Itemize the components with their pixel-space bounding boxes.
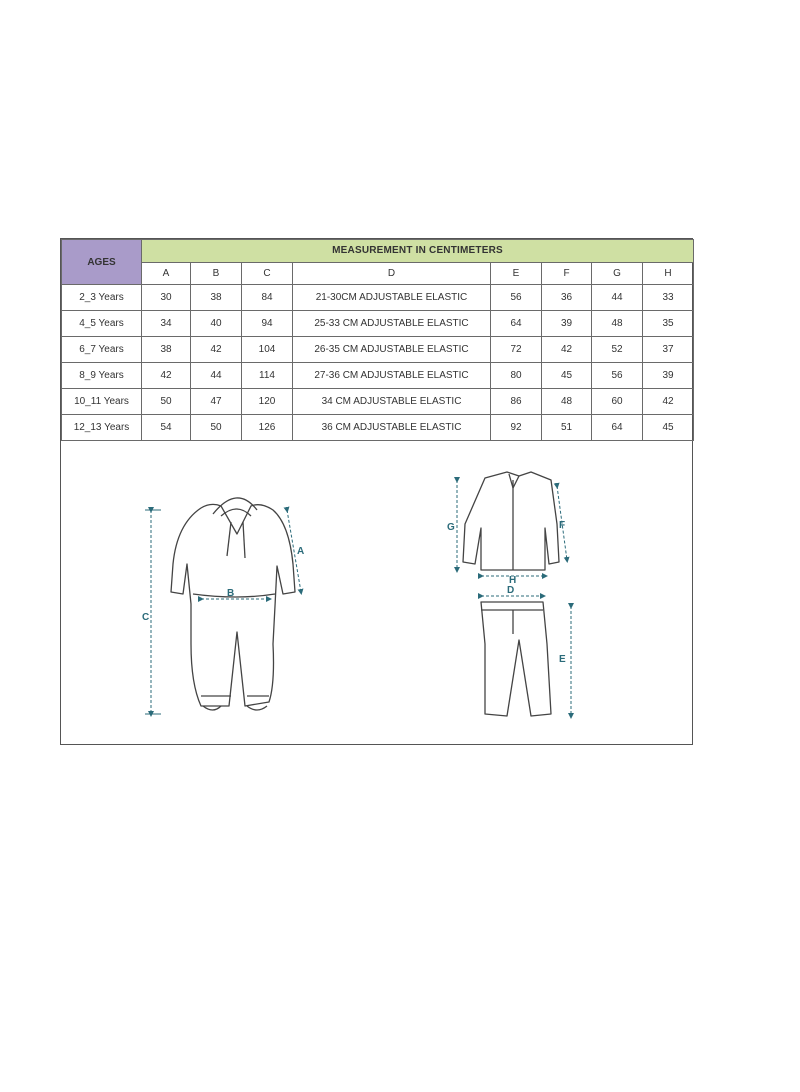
table-cell: 42	[542, 337, 592, 363]
table-cell: 39	[643, 363, 694, 389]
column-header: F	[542, 262, 592, 285]
table-cell: 36 CM ADJUSTABLE ELASTIC	[293, 415, 491, 441]
age-label: 6_7 Years	[62, 337, 142, 363]
table-cell: 60	[592, 389, 643, 415]
column-header: E	[491, 262, 542, 285]
table-cell: 56	[491, 285, 542, 311]
table-cell: 45	[542, 363, 592, 389]
dimension-label-g: G	[447, 522, 455, 533]
table-cell: 64	[491, 311, 542, 337]
table-cell: 34 CM ADJUSTABLE ELASTIC	[293, 389, 491, 415]
table-row	[62, 337, 694, 363]
table-title: MEASUREMENT IN CENTIMETERS	[142, 240, 694, 263]
table-row	[62, 363, 694, 389]
age-label: 4_5 Years	[62, 311, 142, 337]
column-header: B	[191, 262, 242, 285]
table-cell: 38	[191, 285, 242, 311]
table-cell: 27-36 CM ADJUSTABLE ELASTIC	[293, 363, 491, 389]
dimension-label-b: B	[227, 588, 235, 599]
size-table	[61, 239, 694, 441]
table-cell: 44	[191, 363, 242, 389]
dimension-label-d: D	[507, 585, 515, 596]
ages-header: AGES	[62, 240, 142, 285]
table-cell: 25-33 CM ADJUSTABLE ELASTIC	[293, 311, 491, 337]
table-cell: 48	[592, 311, 643, 337]
size-chart	[60, 238, 693, 745]
table-cell: 34	[142, 311, 191, 337]
table-cell: 114	[242, 363, 293, 389]
table-cell: 42	[643, 389, 694, 415]
dimension-label-h: H	[509, 575, 517, 586]
age-label: 12_13 Years	[62, 415, 142, 441]
table-row	[62, 311, 694, 337]
column-header: G	[592, 262, 643, 285]
table-cell: 44	[592, 285, 643, 311]
table-cell: 45	[643, 415, 694, 441]
table-cell: 33	[643, 285, 694, 311]
measurement-illustrations	[61, 444, 693, 744]
dimension-label-f: F	[559, 520, 566, 531]
age-label: 2_3 Years	[62, 285, 142, 311]
table-cell: 72	[491, 337, 542, 363]
table-cell: 92	[491, 415, 542, 441]
table-cell: 56	[592, 363, 643, 389]
table-cell: 84	[242, 285, 293, 311]
table-cell: 38	[142, 337, 191, 363]
column-header: C	[242, 262, 293, 285]
age-label: 10_11 Years	[62, 389, 142, 415]
table-cell: 50	[191, 415, 242, 441]
table-cell: 51	[542, 415, 592, 441]
table-cell: 80	[491, 363, 542, 389]
table-cell: 86	[491, 389, 542, 415]
table-cell: 47	[191, 389, 242, 415]
table-cell: 30	[142, 285, 191, 311]
table-cell: 120	[242, 389, 293, 415]
shirt-illustration	[463, 472, 559, 570]
dimension-label-c: C	[142, 612, 150, 623]
table-cell: 104	[242, 337, 293, 363]
column-header: H	[643, 262, 694, 285]
onesie-illustration	[171, 498, 295, 710]
column-header: A	[142, 262, 191, 285]
table-cell: 126	[242, 415, 293, 441]
table-cell: 21-30CM ADJUSTABLE ELASTIC	[293, 285, 491, 311]
column-header-row	[62, 262, 694, 285]
dimension-label-e: E	[559, 654, 566, 665]
table-cell: 36	[542, 285, 592, 311]
table-cell: 94	[242, 311, 293, 337]
table-cell: 64	[592, 415, 643, 441]
table-cell: 52	[592, 337, 643, 363]
table-cell: 37	[643, 337, 694, 363]
dimension-label-a: A	[297, 546, 305, 557]
garment-diagram	[61, 444, 693, 744]
table-row	[62, 389, 694, 415]
table-cell: 48	[542, 389, 592, 415]
table-cell: 50	[142, 389, 191, 415]
table-row	[62, 285, 694, 311]
table-cell: 39	[542, 311, 592, 337]
table-row	[62, 415, 694, 441]
table-cell: 26-35 CM ADJUSTABLE ELASTIC	[293, 337, 491, 363]
table-cell: 54	[142, 415, 191, 441]
table-cell: 40	[191, 311, 242, 337]
age-label: 8_9 Years	[62, 363, 142, 389]
table-cell: 42	[191, 337, 242, 363]
table-cell: 35	[643, 311, 694, 337]
column-header: D	[293, 262, 491, 285]
table-cell: 42	[142, 363, 191, 389]
pants-illustration	[481, 602, 551, 716]
